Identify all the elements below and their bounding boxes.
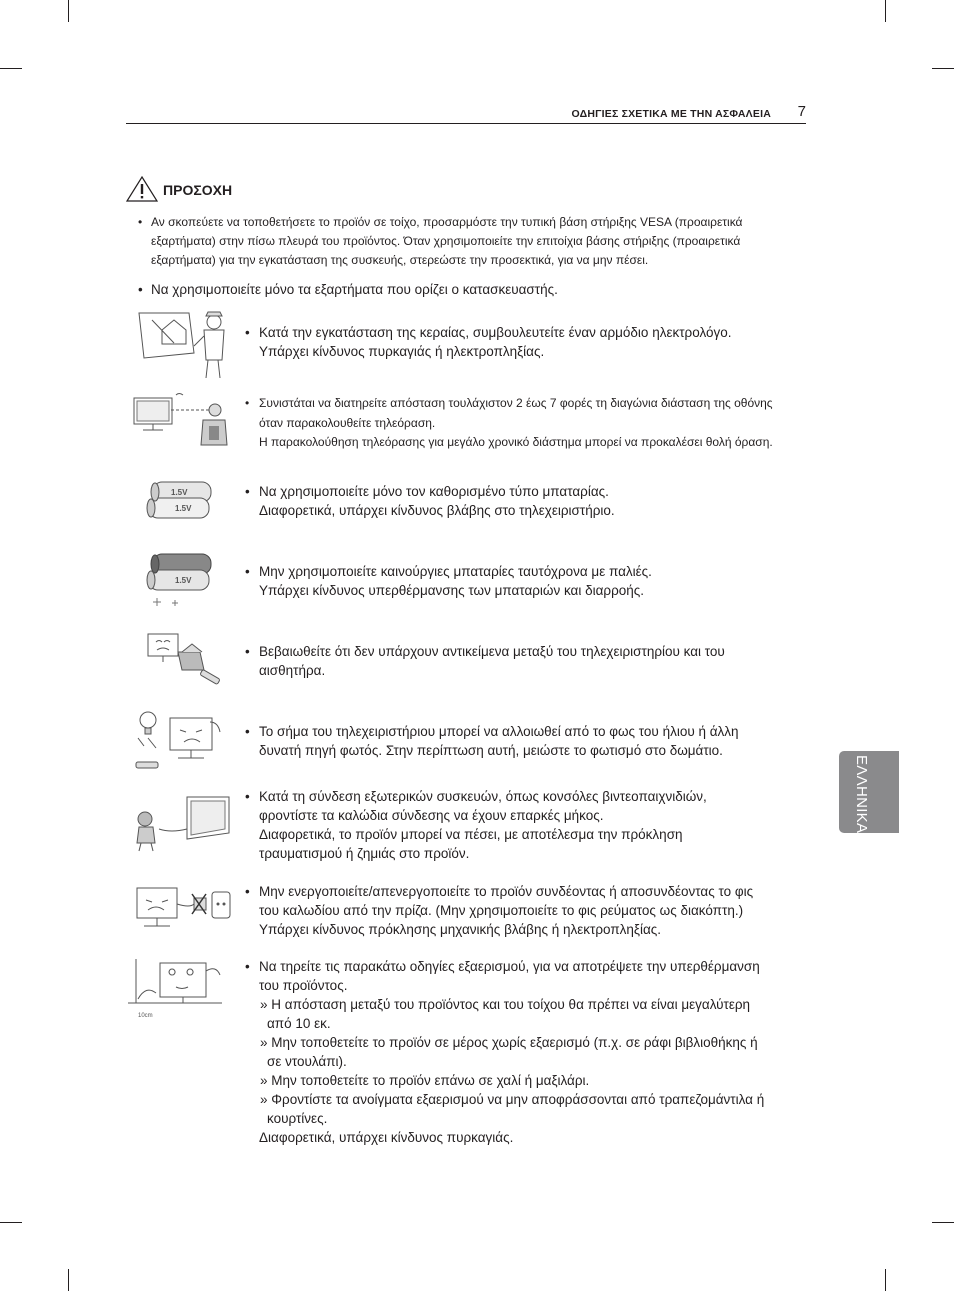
- list-item-line: Διαφορετικά, το προϊόν μπορεί να πέσει, με αποτέλεσμα την πρόκληση: [259, 827, 683, 842]
- list-item-line: αισθητήρα.: [259, 663, 326, 678]
- crop-mark: [885, 1269, 886, 1291]
- list-item-line: του καλωδίου από την πρίζα. (Μην χρησιμοποιείτε το φις ρεύματος ως διακόπτη.): [259, 903, 744, 918]
- power-plug-icon: [134, 884, 234, 936]
- warning-triangle-icon: [126, 176, 158, 202]
- crop-mark: [932, 68, 954, 69]
- antenna-technician-icon: [134, 308, 234, 380]
- list-item-line: φροντίστε τα καλώδια σύνδεσης να έχουν επαρκές μήκος.: [259, 808, 604, 823]
- sub-item-line: » Μην τοποθετείτε το προϊόν επάνω σε χαλί ή μαξιλάρι.: [260, 1073, 590, 1088]
- battery-label: 1.5V: [171, 488, 188, 497]
- list-item-line: Βεβαιωθείτε ότι δεν υπάρχουν αντικείμενα μεταξύ του τηλεχειριστηρίου και του: [259, 644, 725, 659]
- crop-mark: [932, 1222, 954, 1223]
- list-item-line: Το σήμα του τηλεχειριστήριου μπορεί να αλλοιωθεί από το φως του ήλιου ή άλλη: [259, 724, 739, 739]
- list-item-line: του προϊόντος.: [259, 978, 348, 993]
- list-item-line: τραυματισμού ή ζημιάς στο προϊόν.: [259, 846, 470, 861]
- page-number: 7: [797, 103, 806, 120]
- crop-mark: [0, 68, 22, 69]
- list-item-line: Η παρακολούθηση τηλεόρασης για μεγάλο χρονικό διάστημα μπορεί να προκαλέσει θολή όραση.: [259, 435, 773, 449]
- list-item-line: Συνιστάται να διατηρείτε απόσταση τουλάχιστον 2 έως 7 φορές τη διαγώνια διάσταση της οθόνης: [259, 396, 773, 410]
- list-item-line: Κατά την εγκατάσταση της κεραίας, συμβουλευτείτε έναν αρμόδιο ηλεκτρολόγο.: [259, 325, 732, 340]
- language-tab: [839, 751, 899, 833]
- list-item-line: Να χρησιμοποιείτε μόνο τον καθορισμένο τύπο μπαταρίας.: [259, 484, 609, 499]
- battery-label: 1.5V: [175, 576, 192, 585]
- list-item: • Μην χρησιμοποιείτε καινούργιες μπαταρίες ταυτόχρονα με παλιές. Υπάρχει κίνδυνος υπερθέρμανσης των μπαταριών και διαρροής.: [245, 562, 805, 600]
- sub-item-line: κουρτίνες.: [267, 1111, 328, 1126]
- list-item: • Το σήμα του τηλεχειριστήριου μπορεί να αλλοιωθεί από το φως του ήλιου ή άλλη δυνατή πηγή φωτός. Στην περίπτωση αυτή, μειώστε το φωτισμό στο δωμάτιο.: [245, 722, 805, 760]
- list-item-line: Να τηρείτε τις παρακάτω οδηγίες εξαερισμού, για να αποτρέψετε την υπερθέρμανση: [259, 959, 760, 974]
- list-item-line: όταν παρακολουθείτε τηλεόραση.: [259, 415, 436, 430]
- sub-item-line: από 10 εκ.: [267, 1016, 331, 1031]
- list-item-line: Υπάρχει κίνδυνος πυρκαγιάς ή ηλεκτροπληξίας.: [259, 344, 545, 359]
- list-item: • Μην ενεργοποιείτε/απενεργοποιείτε το προϊόν συνδέοντας ή αποσυνδέοντας το φις του καλωδίου από την πρίζα. (Μην χρησιμοποιείτε το φις ρεύματος ως διακόπτη.) Υπάρχει κίνδυνος πρόκλησης μηχανικής βλάβης ή ηλεκτροπληξίας.: [245, 882, 805, 939]
- old-new-battery-icon: [145, 548, 215, 610]
- list-item-line: Διαφορετικά, υπάρχει κίνδυνος πυρκαγιάς.: [259, 1130, 514, 1145]
- light-interference-icon: [134, 708, 226, 776]
- list-item-line: δυνατή πηγή φωτός. Στην περίπτωση αυτή, μειώστε το φωτισμό στο δωμάτιο.: [259, 743, 723, 758]
- list-item-line: Διαφορετικά, υπάρχει κίνδυνος βλάβης στο τηλεχειριστήριο.: [259, 503, 615, 518]
- ventilation-wall-icon: [126, 957, 236, 1025]
- list-item-line: Μην χρησιμοποιείτε καινούργιες μπαταρίες ταυτόχρονα με παλιές.: [259, 564, 652, 579]
- cable-length-icon: [131, 795, 231, 857]
- page-header: [126, 103, 806, 124]
- intro-line: Να χρησιμοποιείτε μόνο τα εξαρτήματα που ορίζει ο κατασκευαστής.: [151, 282, 558, 297]
- crop-mark: [885, 0, 886, 22]
- crop-mark: [68, 0, 69, 22]
- intro-line: Αν σκοπεύετε να τοποθετήσετε το προϊόν σε τοίχο, προσαρμόστε την τυπική βάση στήριξης VESA (προαιρετικά: [151, 215, 743, 229]
- sub-item-line: » Φροντίστε τα ανοίγματα εξαερισμού να μην αποφράσσονται από τραπεζομάντιλα ή: [260, 1092, 765, 1107]
- sub-item-line: σε ντουλάπι).: [267, 1054, 347, 1069]
- list-item-line: Κατά τη σύνδεση εξωτερικών συσκευών, όπως κονσόλες βιντεοπαιχνιδιών,: [259, 789, 707, 804]
- battery-label: 1.5V: [175, 504, 192, 513]
- viewing-distance-icon: [131, 390, 233, 450]
- list-item: • Κατά την εγκατάσταση της κεραίας, συμβουλευτείτε έναν αρμόδιο ηλεκτρολόγο. Υπάρχει κίνδυνος πυρκαγιάς ή ηλεκτροπληξίας.: [245, 323, 805, 361]
- list-item-line: Μην ενεργοποιείτε/απενεργοποιείτε το προϊόν συνδέοντας ή αποσυνδέοντας το φις: [259, 884, 754, 899]
- list-item-line: Υπάρχει κίνδυνος υπερθέρμανσης των μπαταριών και διαρροής.: [259, 583, 645, 598]
- wall-distance-label: 10cm: [138, 1013, 153, 1019]
- caution-title: ΠΡΟΣΟΧΗ: [163, 182, 233, 198]
- sub-item-line: » Μην τοποθετείτε το προϊόν σε μέρος χωρίς εξαερισμό (π.χ. σε ράφι βιβλιοθήκης ή: [260, 1035, 758, 1050]
- list-item: • Να χρησιμοποιείτε μόνο τον καθορισμένο τύπο μπαταρίας. Διαφορετικά, υπάρχει κίνδυνος βλάβης στο τηλεχειριστήριο.: [245, 482, 805, 520]
- language-label: ΕΛΛΗΝΙΚΑ: [853, 755, 870, 834]
- list-item: • Να τηρείτε τις παρακάτω οδηγίες εξαερισμού, για να αποτρέψετε την υπερθέρμανση του προϊόντος. » Η απόσταση μεταξύ του προϊόντος και του τοίχου θα πρέπει να είναι μεγαλύτερη από 10 εκ. » Μην τοποθετείτε το προϊόν σε μέρος χωρίς εξαερισμό (π.χ. σε ράφι βιβλιοθήκης ή σε ντουλάπι). » Μην τοποθετείτε το προϊόν επάνω σε χαλί ή μαξιλάρι. » Φροντίστε τα ανοίγματα εξαερισμού να μην αποφράσσονται από τραπεζομάντιλα ή κουρτίνες. Διαφορετικά, υπάρχει κίνδυνος πυρκαγιάς.: [245, 957, 805, 1147]
- intro-line: εξαρτήματα) στην πίσω πλευρά του προϊόντος. Όταν χρησιμοποιείτε την επιτοίχια βάσης στήριξης (προαιρετικά: [151, 234, 741, 248]
- crop-mark: [0, 1222, 22, 1223]
- battery-icon: [145, 478, 215, 524]
- list-item: • Κατά τη σύνδεση εξωτερικών συσκευών, όπως κονσόλες βιντεοπαιχνιδιών, φροντίστε τα καλώδια σύνδεσης να έχουν επαρκές μήκος. Διαφορετικά, το προϊόν μπορεί να πέσει, με αποτέλεσμα την πρόκληση τραυματισμού ή ζημιάς στο προϊόν.: [245, 787, 805, 863]
- intro-line: εξαρτήματα) για την εγκατάσταση της συσκευής, στερεώστε την προσεκτικά, για να μην πέσει.: [151, 253, 649, 267]
- crop-mark: [68, 1269, 69, 1291]
- sub-item-line: » Η απόσταση μεταξύ του προϊόντος και του τοίχου θα πρέπει να είναι μεγαλύτερη: [260, 997, 751, 1012]
- remote-obstacle-icon: [138, 630, 230, 692]
- list-item-line: Υπάρχει κίνδυνος πρόκλησης μηχανικής βλάβης ή ηλεκτροπληξίας.: [259, 922, 662, 937]
- list-item: • Βεβαιωθείτε ότι δεν υπάρχουν αντικείμενα μεταξύ του τηλεχειριστηρίου και του αισθητήρα.: [245, 642, 805, 680]
- list-item: • Συνιστάται να διατηρείτε απόσταση τουλάχιστον 2 έως 7 φορές τη διαγώνια διάσταση της οθόνης όταν παρακολουθείτε τηλεόραση. Η παρακολούθηση τηλεόρασης για μεγάλο χρονικό διάστημα μπορεί να προκαλέσει θολή όραση.: [245, 394, 805, 453]
- section-title: ΟΔΗΓΙΕΣ ΣΧΕΤΙΚΑ ΜΕ ΤΗΝ ΑΣΦΑΛΕΙΑ: [571, 108, 771, 120]
